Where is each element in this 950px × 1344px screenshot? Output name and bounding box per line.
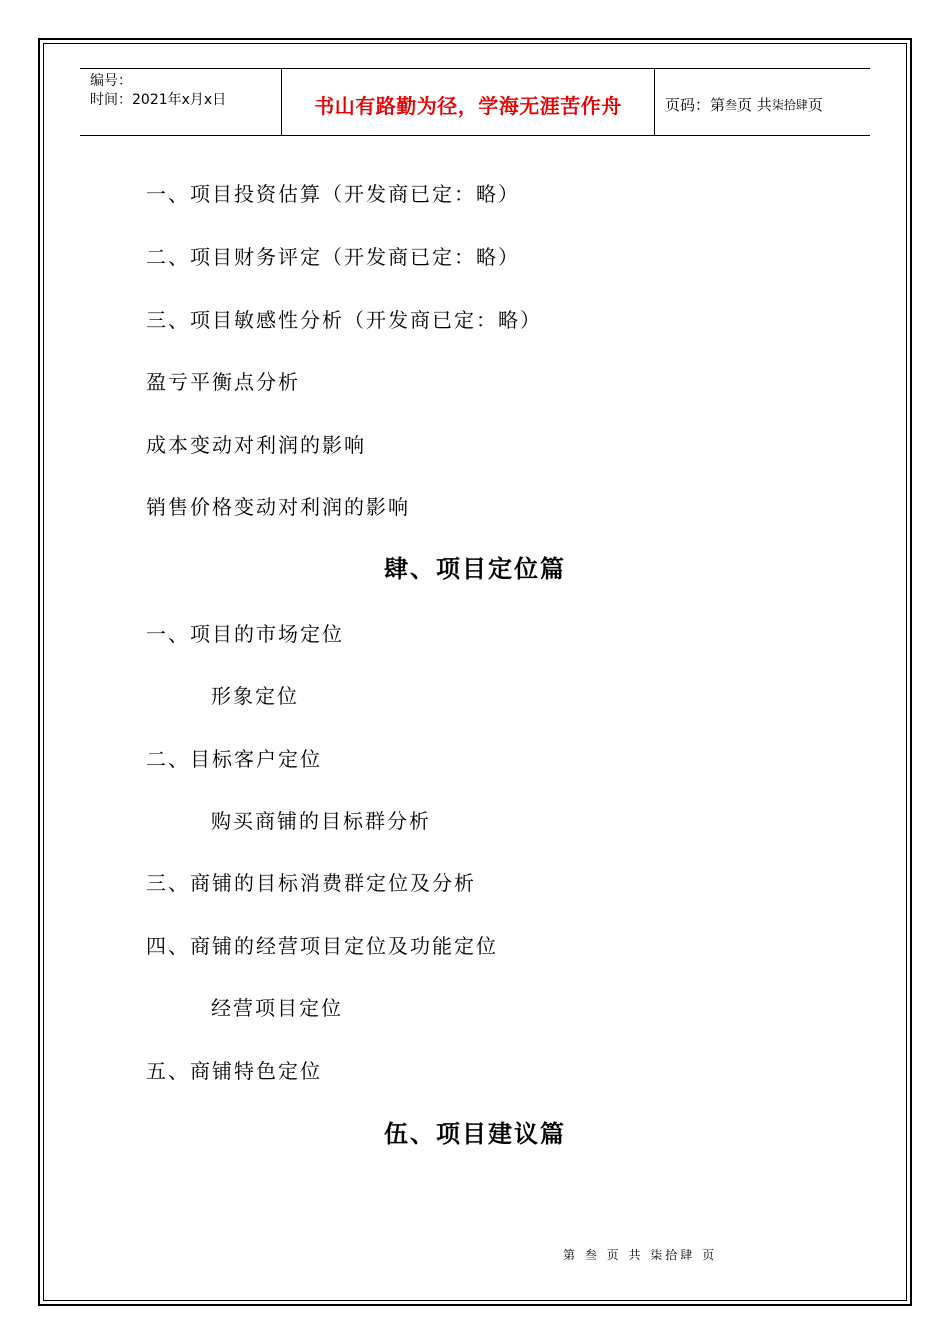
page-number-prefix: 页码：第 bbox=[665, 95, 726, 114]
outline-subitem: 形象定位 bbox=[211, 684, 299, 708]
outline-item: 二、项目财务评定（开发商已定：略） bbox=[146, 245, 520, 269]
section-heading: 伍、项目建议篇 bbox=[384, 1120, 566, 1148]
outline-item: 三、项目敏感性分析（开发商已定：略） bbox=[146, 308, 542, 332]
header-motto: 书山有路勤为径，学海无涯苦作舟 bbox=[314, 93, 622, 118]
outline-item: 一、项目的市场定位 bbox=[146, 622, 344, 646]
section-heading: 肆、项目定位篇 bbox=[384, 555, 566, 583]
page-footer: 第 叁 页 共 柒拾肆 页 bbox=[563, 1248, 718, 1262]
outline-item: 四、商铺的经营项目定位及功能定位 bbox=[146, 934, 498, 958]
page-number-suffix: 页 bbox=[807, 95, 823, 114]
page-number-current: 叁 bbox=[725, 97, 738, 112]
outline-item: 盈亏平衡点分析 bbox=[146, 370, 300, 394]
outline-item: 五、商铺特色定位 bbox=[146, 1059, 322, 1083]
page-border-inner bbox=[43, 43, 907, 1301]
header-page-cell bbox=[655, 69, 870, 135]
header-motto-cell bbox=[282, 69, 655, 135]
header-meta-cell bbox=[80, 69, 282, 135]
outline-item: 销售价格变动对利润的影响 bbox=[146, 495, 410, 519]
page-number-total: 柒拾肆 bbox=[771, 97, 808, 112]
document-date: 时间：2021年x月x日 bbox=[90, 92, 227, 108]
outline-item: 成本变动对利润的影响 bbox=[146, 433, 366, 457]
outline-item: 一、项目投资估算（开发商已定：略） bbox=[146, 182, 520, 206]
document-number-label: 编号： bbox=[90, 73, 132, 89]
outline-subitem: 购买商铺的目标群分析 bbox=[211, 809, 431, 833]
outline-item: 三、商铺的目标消费群定位及分析 bbox=[146, 871, 476, 895]
outline-item: 二、目标客户定位 bbox=[146, 747, 322, 771]
outline-subitem: 经营项目定位 bbox=[211, 996, 343, 1020]
page-number-mid: 页 共 bbox=[737, 95, 772, 114]
page-header bbox=[80, 68, 870, 136]
